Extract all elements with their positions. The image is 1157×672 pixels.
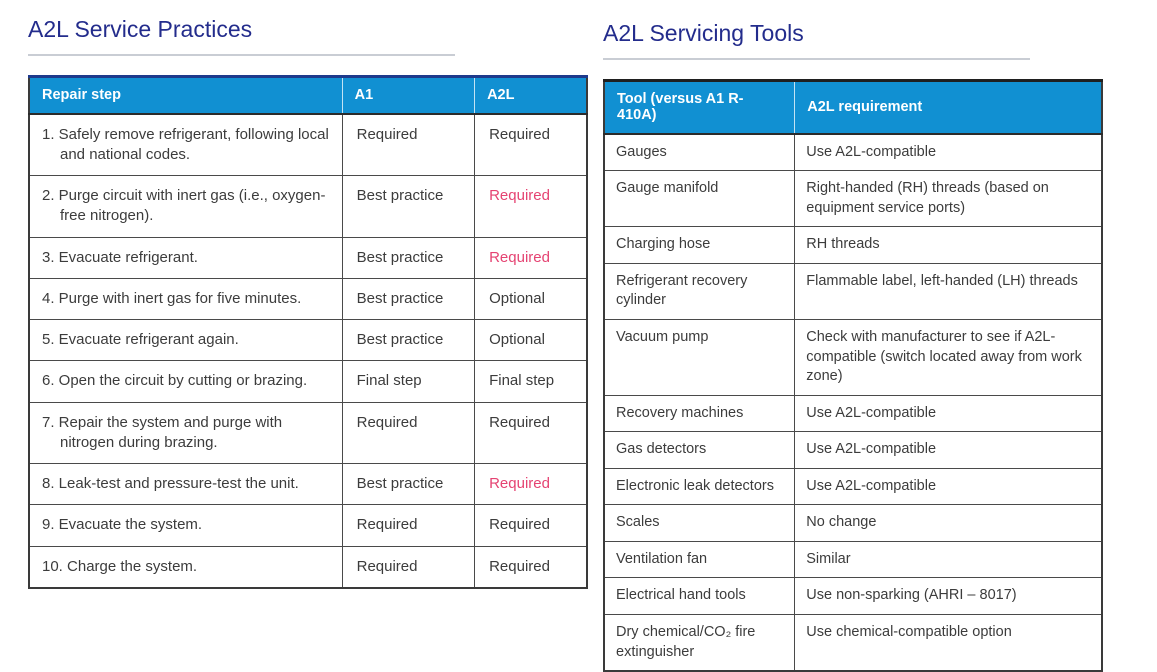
a1-status-cell: Best practice xyxy=(342,237,474,278)
table-header-row xyxy=(29,76,587,114)
column-header-a2l: A2L xyxy=(475,76,587,114)
requirement-cell: Check with manufacturer to see if A2L-compatible (switch located away from work zone) xyxy=(795,319,1102,395)
table-row xyxy=(604,395,1102,432)
table-row xyxy=(29,176,587,238)
requirement-cell: Use chemical-compatible option xyxy=(795,615,1102,672)
table-row xyxy=(604,171,1102,227)
repair-step-cell: 9. Evacuate the system. xyxy=(29,505,342,546)
repair-step-cell: 10. Charge the system. xyxy=(29,546,342,588)
column-header-tool: Tool (versus A1 R-410A) xyxy=(604,80,795,134)
column-header-a2l-requirement: A2L requirement xyxy=(795,80,1102,134)
tool-cell: Refrigerant recovery cylinder xyxy=(604,263,795,319)
requirement-cell: Use A2L-compatible xyxy=(795,134,1102,171)
tool-cell: Gauges xyxy=(604,134,795,171)
tool-cell: Electronic leak detectors xyxy=(604,468,795,505)
table-row xyxy=(604,134,1102,171)
service-practices-section xyxy=(28,16,588,589)
a2l-status-cell: Required xyxy=(475,546,587,588)
table-row xyxy=(604,541,1102,578)
service-practices-table xyxy=(28,75,588,589)
a1-status-cell: Best practice xyxy=(342,464,474,505)
tool-cell: Gauge manifold xyxy=(604,171,795,227)
table-row xyxy=(604,263,1102,319)
table-row xyxy=(29,546,587,588)
a1-status-cell: Best practice xyxy=(342,320,474,361)
tool-cell: Electrical hand tools xyxy=(604,578,795,615)
tool-cell: Gas detectors xyxy=(604,432,795,469)
table-row xyxy=(29,464,587,505)
a1-status-cell: Required xyxy=(342,505,474,546)
tool-cell: Recovery machines xyxy=(604,395,795,432)
a1-status-cell: Required xyxy=(342,546,474,588)
table-row xyxy=(29,402,587,464)
requirement-cell: Use A2L-compatible xyxy=(795,432,1102,469)
table-header-row xyxy=(604,80,1102,134)
a1-status-cell: Best practice xyxy=(342,278,474,319)
requirement-cell: RH threads xyxy=(795,227,1102,264)
a2l-status-cell: Required xyxy=(475,114,587,176)
a1-status-cell: Required xyxy=(342,114,474,176)
table-row xyxy=(604,505,1102,542)
a1-status-cell: Best practice xyxy=(342,176,474,238)
service-practices-title: A2L Service Practices xyxy=(28,16,253,42)
table-row xyxy=(29,237,587,278)
tool-cell: Ventilation fan xyxy=(604,541,795,578)
a2l-status-cell: Final step xyxy=(475,361,587,402)
tool-cell: Dry chemical/CO₂ fire extinguisher xyxy=(604,615,795,672)
title-underline xyxy=(603,58,1030,60)
table-row xyxy=(604,578,1102,615)
table-row xyxy=(604,227,1102,264)
requirement-cell: Right-handed (RH) threads (based on equipment service ports) xyxy=(795,171,1102,227)
a2l-status-cell: Required xyxy=(475,176,587,238)
requirement-cell: Flammable label, left-handed (LH) threads xyxy=(795,263,1102,319)
tool-cell: Charging hose xyxy=(604,227,795,264)
a2l-status-cell: Required xyxy=(475,237,587,278)
tool-cell: Vacuum pump xyxy=(604,319,795,395)
tool-cell: Scales xyxy=(604,505,795,542)
repair-step-cell: 4. Purge with inert gas for five minutes. xyxy=(29,278,342,319)
a1-status-cell: Required xyxy=(342,402,474,464)
a2l-status-cell: Optional xyxy=(475,278,587,319)
title-underline xyxy=(28,54,455,56)
servicing-tools-section xyxy=(603,20,1103,672)
repair-step-cell: 8. Leak-test and pressure-test the unit. xyxy=(29,464,342,505)
table-row xyxy=(29,361,587,402)
table-row xyxy=(29,114,587,176)
a2l-status-cell: Required xyxy=(475,402,587,464)
a2l-status-cell: Required xyxy=(475,464,587,505)
a2l-status-cell: Required xyxy=(475,505,587,546)
a2l-status-cell: Optional xyxy=(475,320,587,361)
repair-step-cell: 5. Evacuate refrigerant again. xyxy=(29,320,342,361)
servicing-tools-table xyxy=(603,79,1103,672)
table-row xyxy=(29,505,587,546)
table-row xyxy=(29,278,587,319)
repair-step-cell: 2. Purge circuit with inert gas (i.e., oxygen-free nitrogen). xyxy=(29,176,342,238)
a1-status-cell: Final step xyxy=(342,361,474,402)
requirement-cell: No change xyxy=(795,505,1102,542)
repair-step-cell: 6. Open the circuit by cutting or brazing. xyxy=(29,361,342,402)
table-row xyxy=(604,468,1102,505)
servicing-tools-title: A2L Servicing Tools xyxy=(603,20,804,46)
table-row xyxy=(604,615,1102,672)
repair-step-cell: 3. Evacuate refrigerant. xyxy=(29,237,342,278)
requirement-cell: Similar xyxy=(795,541,1102,578)
table-row xyxy=(604,319,1102,395)
table-row xyxy=(604,432,1102,469)
repair-step-cell: 1. Safely remove refrigerant, following local and national codes. xyxy=(29,114,342,176)
table-row xyxy=(29,320,587,361)
requirement-cell: Use A2L-compatible xyxy=(795,395,1102,432)
column-header-a1: A1 xyxy=(342,76,474,114)
requirement-cell: Use non-sparking (AHRI – 8017) xyxy=(795,578,1102,615)
requirement-cell: Use A2L-compatible xyxy=(795,468,1102,505)
column-header-repair-step: Repair step xyxy=(29,76,342,114)
repair-step-cell: 7. Repair the system and purge with nitrogen during brazing. xyxy=(29,402,342,464)
